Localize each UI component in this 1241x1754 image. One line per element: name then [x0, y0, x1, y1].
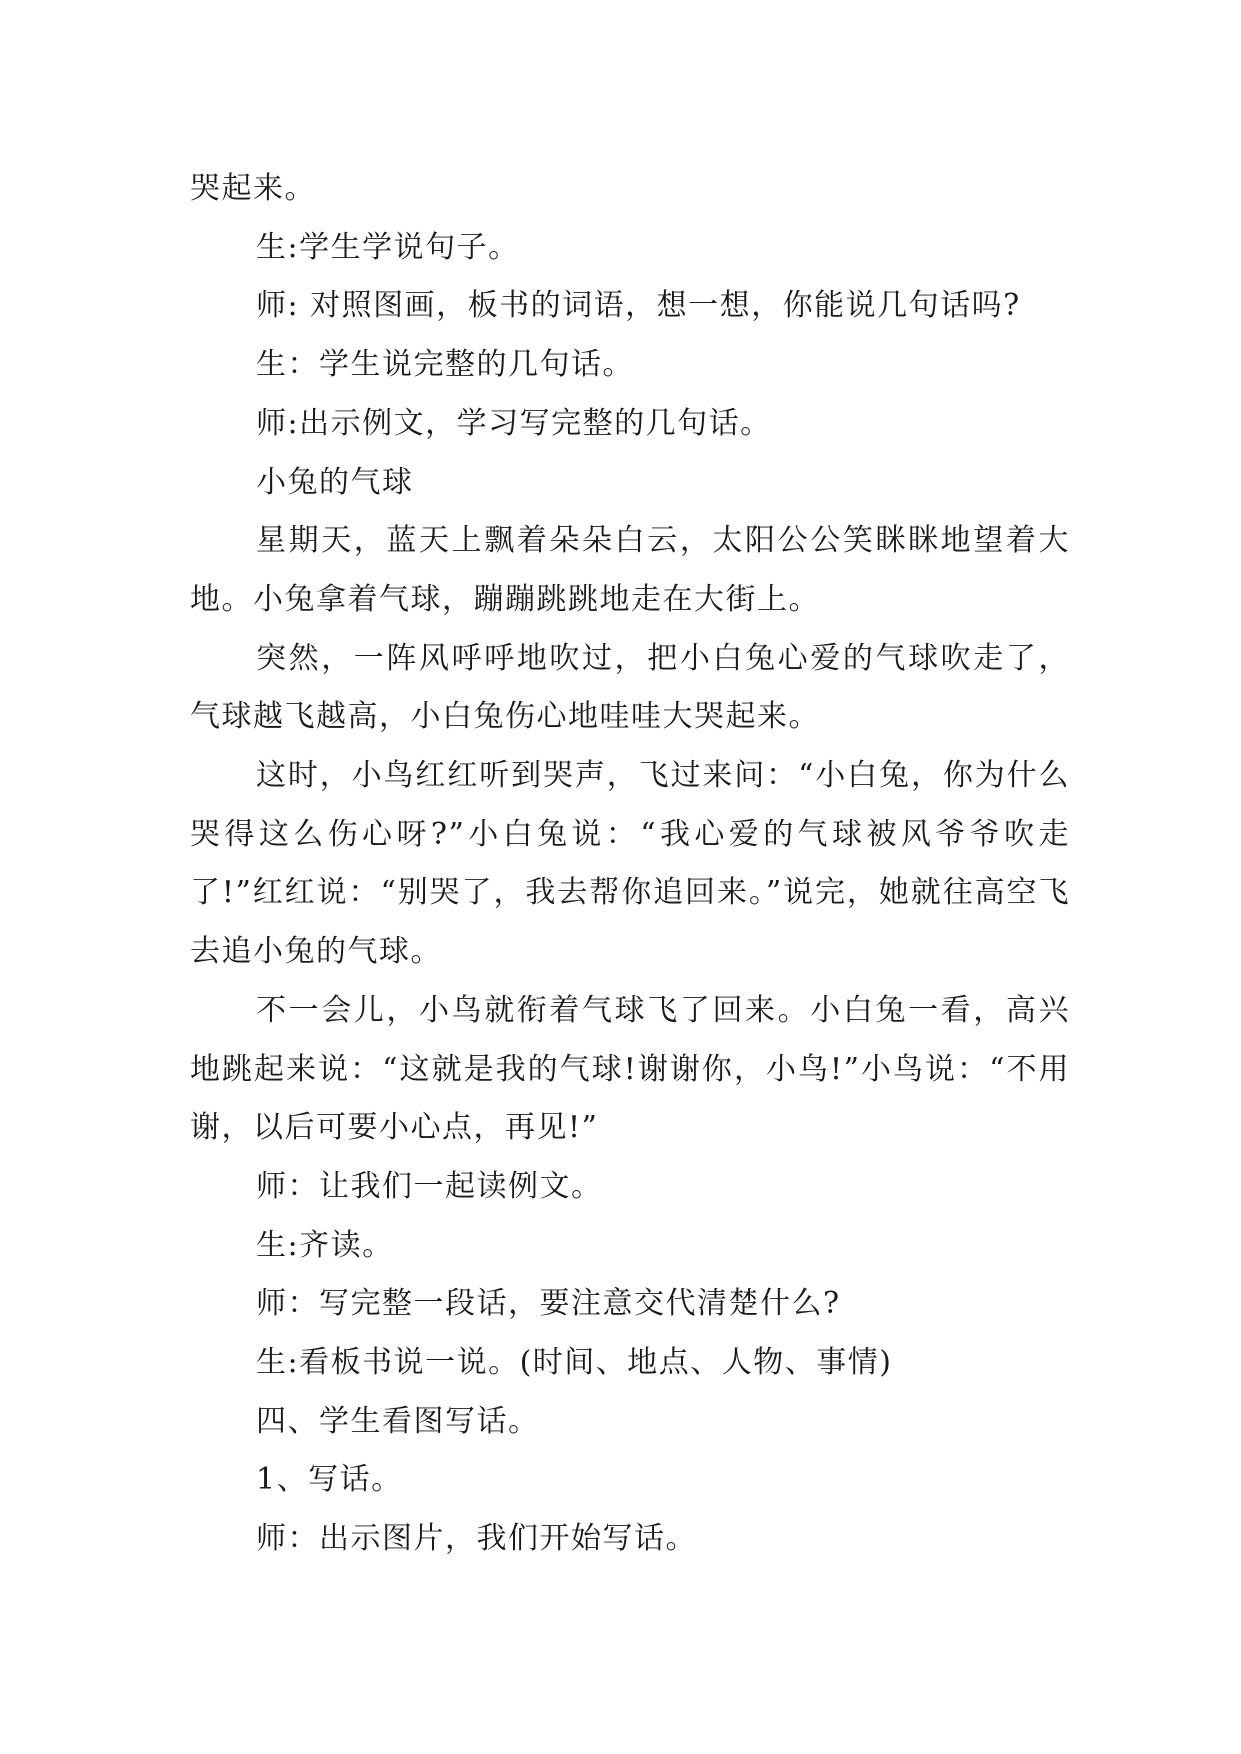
- story-title: 小兔的气球: [256, 464, 414, 500]
- paragraph: 师:出示例文，学习写完整的几句话。: [256, 405, 772, 441]
- section-heading: 四、学生看图写话。: [256, 1403, 540, 1439]
- paragraph: 星期天，蓝天上飘着朵朵白云，太阳公公笑眯眯地望着大地。小兔拿着气球，蹦蹦跳跳地走在大街上。: [190, 523, 1070, 617]
- paragraph: 师: 对照图画，板书的词语，想一想，你能说几句话吗?: [256, 288, 1021, 324]
- paragraph: 这时，小鸟红红听到哭声，飞过来问：“小白兔，你为什么哭得这么伤心呀?”小白兔说：“我心爱的气球被风爷爷吹走了!”红红说：“别哭了，我去帮你追回来。”说完，她就往高空飞去追小兔的气球。: [190, 758, 1070, 970]
- paragraph: 师：让我们一起读例文。: [256, 1168, 603, 1204]
- paragraph: 师：出示图片，我们开始写话。: [256, 1521, 697, 1557]
- paragraph: 生：学生说完整的几句话。: [256, 347, 634, 383]
- sub-heading: 1、写话。: [256, 1462, 403, 1498]
- body-text: [190, 160, 1070, 1569]
- paragraph: 生:学生学说句子。: [256, 229, 520, 265]
- paragraph: 突然，一阵风呼呼地吹过，把小白兔心爱的气球吹走了，气球越飞越高，小白兔伤心地哇哇大哭起来。: [190, 640, 1070, 735]
- paragraph: 生:看板书说一说。(时间、地点、人物、事情): [256, 1345, 893, 1381]
- paragraph: 师：写完整一段话，要注意交代清楚什么?: [256, 1286, 841, 1322]
- paragraph: 不一会儿，小鸟就衔着气球飞了回来。小白兔一看，高兴地跳起来说：“这就是我的气球!谢谢你，小鸟!”小鸟说：“不用谢，以后可要小心点，再见!”: [190, 992, 1070, 1146]
- paragraph: 生:齐读。: [256, 1227, 394, 1263]
- paragraph: 哭起来。: [190, 171, 316, 206]
